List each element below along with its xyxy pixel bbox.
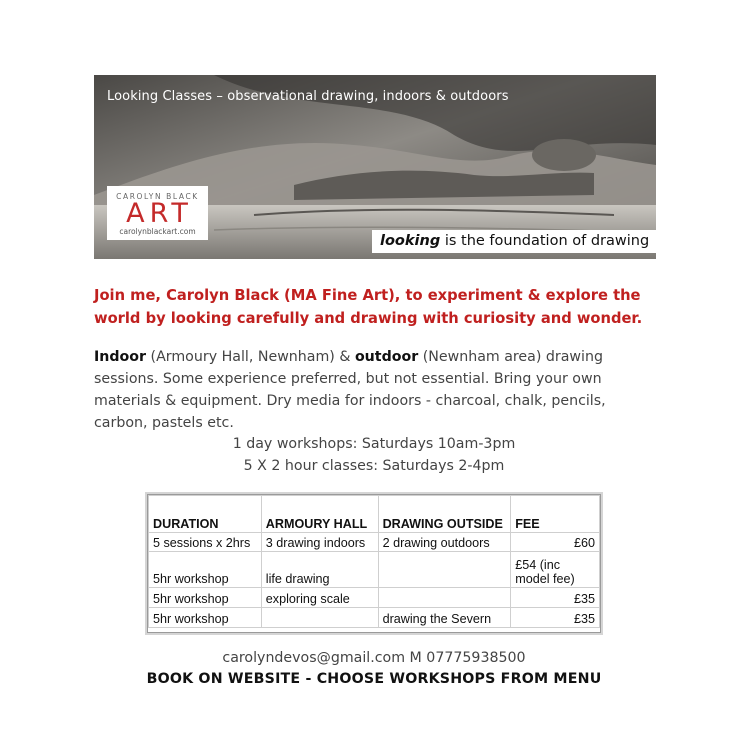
table-cell: [261, 608, 378, 628]
table-cell: exploring scale: [261, 588, 378, 608]
table-cell: 5 sessions x 2hrs: [149, 533, 262, 552]
table-header-row: [149, 496, 600, 533]
fees-table: [147, 494, 601, 633]
header-fee: FEE: [511, 496, 600, 533]
desc-part1: (Armoury Hall, Newnham) &: [146, 349, 355, 365]
banner-title: Looking Classes – observational drawing, indoors & outdoors: [107, 89, 509, 104]
tagline-rest: is the foundation of drawing: [440, 233, 650, 249]
tagline-bold: looking: [380, 233, 441, 249]
logo-main-text: ART: [126, 198, 193, 229]
table-cell: [378, 552, 511, 588]
logo: [107, 186, 208, 240]
table-cell: 5hr workshop: [149, 552, 262, 588]
table-row: [149, 608, 600, 628]
table-cell: life drawing: [261, 552, 378, 588]
contact-info: carolyndevos@gmail.com M 07775938500: [222, 650, 526, 666]
schedule-line-1: 1 day workshops: Saturdays 10am-3pm: [232, 436, 516, 452]
table-cell: 3 drawing indoors: [261, 533, 378, 552]
table-row: [149, 588, 600, 608]
header-drawing-outside: DRAWING OUTSIDE: [378, 496, 511, 533]
table-cell: £60: [511, 533, 600, 552]
table-cell: 5hr workshop: [149, 608, 262, 628]
table-cell: 2 drawing outdoors: [378, 533, 511, 552]
table-cell: 5hr workshop: [149, 588, 262, 608]
banner-tagline: [372, 230, 656, 253]
table-cell: £35: [511, 608, 600, 628]
table-cell: [378, 588, 511, 608]
logo-url: carolynblackart.com: [119, 227, 196, 236]
desc-indoor: Indoor: [94, 349, 147, 365]
schedule-line-2: 5 X 2 hour classes: Saturdays 2-4pm: [243, 458, 505, 474]
desc-outdoor: outdoor: [354, 349, 419, 365]
table-row: [149, 533, 600, 552]
schedule: [94, 433, 654, 477]
banner: [94, 75, 656, 259]
table-cell: drawing the Severn: [378, 608, 511, 628]
table-cell: £54 (inc model fee): [511, 552, 600, 588]
logo-top-text: CAROLYN BLACK: [116, 192, 199, 201]
intro-text: Join me, Carolyn Black (MA Fine Art), to experiment & explore the world by looking carefully and drawing with curiosity and wonder.: [94, 287, 643, 327]
desc-part2: (Newnham area) drawing sessions. Some experience preferred, but not essential. Bring your own materials & equipment. Dry media for indoors - charcoal, chalk, pencils, carbon, pastels etc.: [94, 349, 606, 431]
description: [94, 346, 659, 434]
header-armoury-hall: ARMOURY HALL: [261, 496, 378, 533]
table-row: [149, 552, 600, 588]
booking-instructions: BOOK ON WEBSITE - CHOOSE WORKSHOPS FROM MENU: [146, 671, 602, 687]
header-duration: DURATION: [149, 496, 262, 533]
table-cell: £35: [511, 588, 600, 608]
